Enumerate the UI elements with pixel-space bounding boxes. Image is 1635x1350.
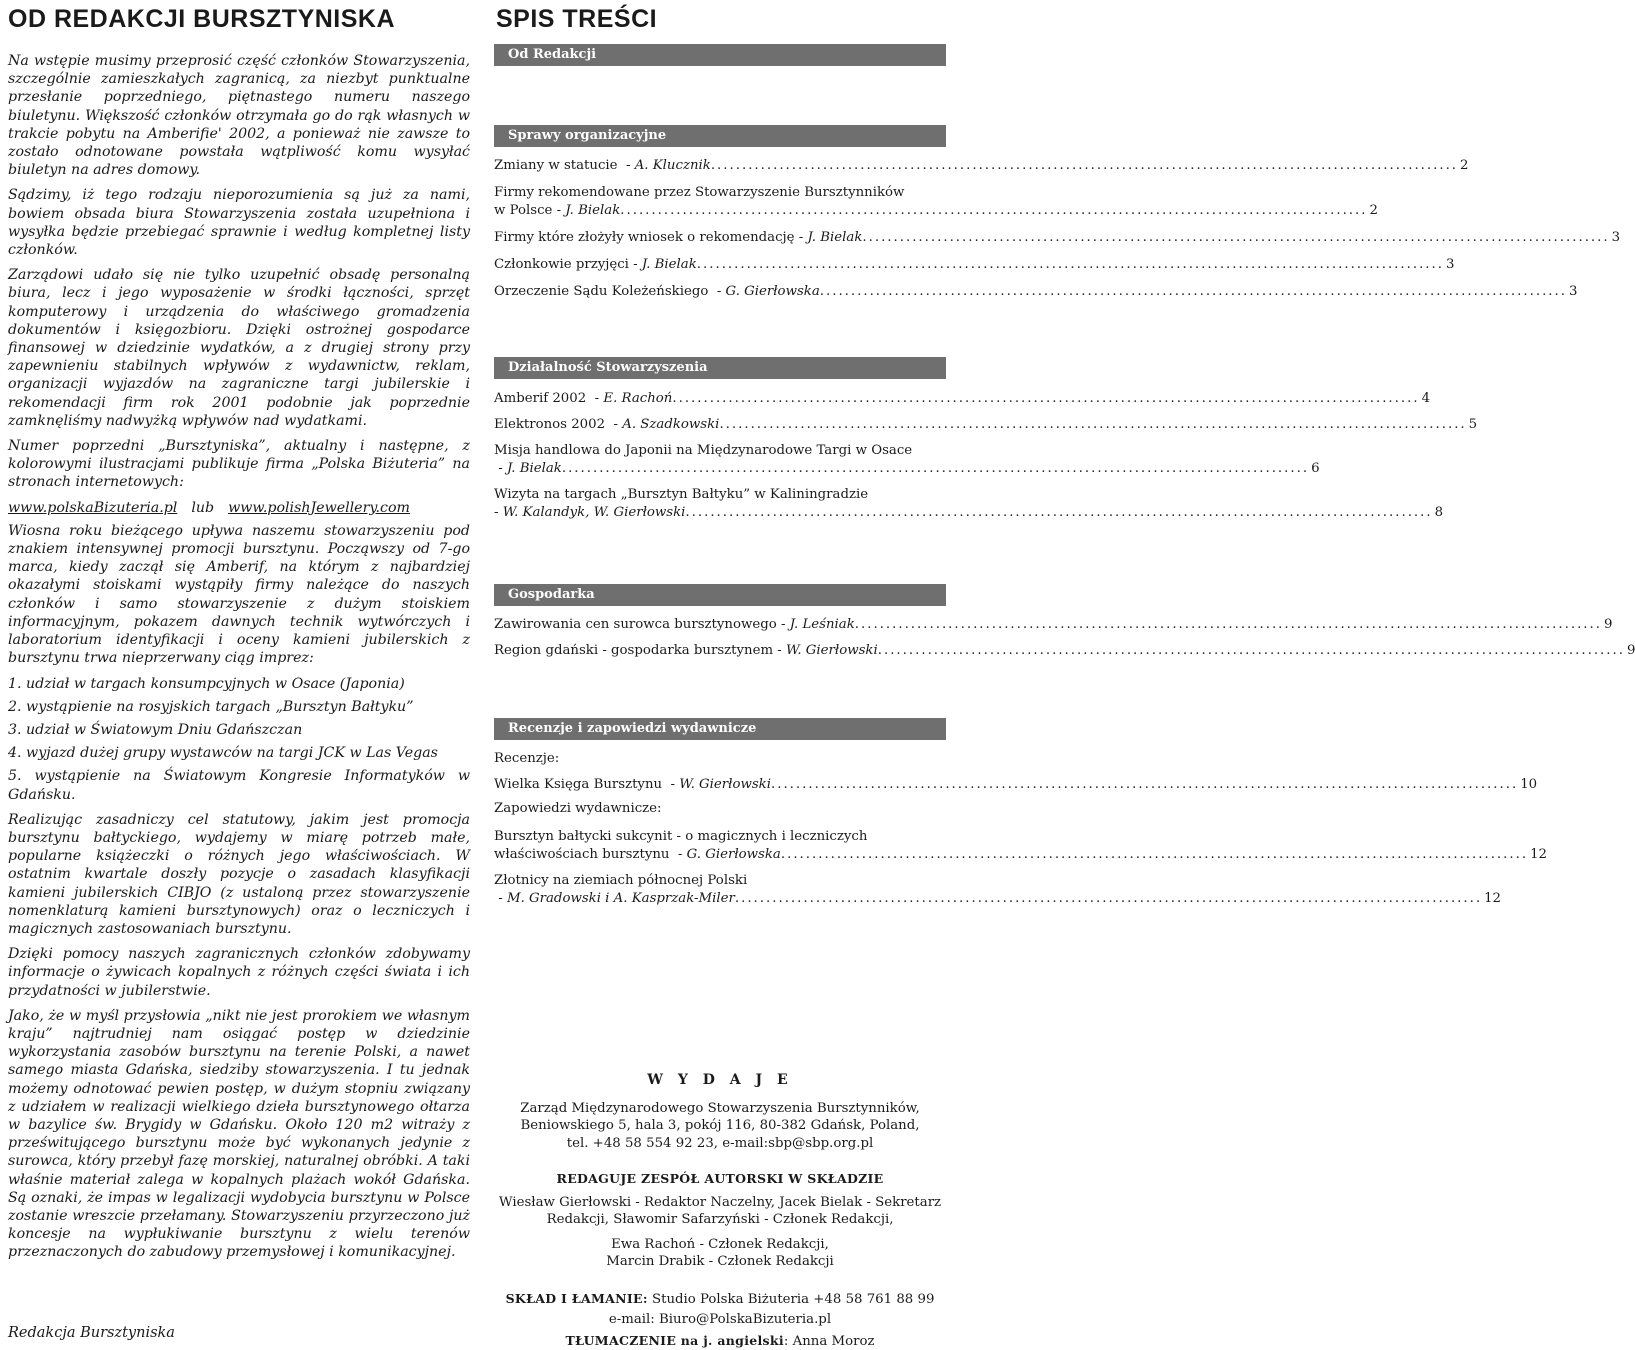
toc-page-number: 12	[1528, 846, 1547, 864]
paragraph: Realizując zasadniczy cel statutowy, jakim jest promocja bursztynu bałtyckiego, wydajemy w miarę potrzeb małe, popularne książeczki o różnych jego właściwościach. W ostatnim kwartale doszły pozycje o zasadach klasyfikacji kamieni jubilerskich CIBJO (z ustaloną przez stowarzyszenie nomenklaturą kamieni bursztynowych) oraz o leczniczych i magicznych zastosowaniach bursztynu.	[8, 811, 470, 938]
paragraph: Wiosna roku bieżącego upływa naszemu stowarzyszeniu pod znakiem intensywnej promocji bursztynu. Począwszy od 7-go marca, kiedy zaczął się Amberif, na którym z najbardziej okazałymi stoiskami wystąpiły firmy należące do naszych członków i samo stowarzyszenie z dużym stoiskiem informacyjnym, pokazem dawnych technik wytwórczych i laboratorium identyfikacji i oceny kamieni jubilerskich z bursztynu trwa nieprzerwany ciąg imprez:	[8, 522, 470, 668]
toc-entry-author: G. Gierłowska	[726, 284, 820, 299]
dot-leader: ........................................................................................................................	[719, 416, 1466, 434]
paragraph: Numer poprzedni „Bursztyniska”, aktualny i następne, z kolorowymi ilustracjami publikuje firma „Polska Biżuteria” na stronach internetowych:	[8, 437, 470, 492]
toc-heading: SPIS TREŚCI	[496, 5, 657, 34]
toc-entry-title: Bursztyn bałtycki sukcynit - o magicznych i leczniczych	[494, 828, 946, 846]
toc-entry-author: J. Leśniak	[790, 617, 855, 632]
toc-entry-title: Wizyta na targach „Bursztyn Bałtyku” w Kaliningradzie	[494, 486, 946, 504]
toc-entry-title: Złotnicy na ziemiach północnej Polski	[494, 872, 946, 890]
event-list-item: 1. udział w targach konsumpcyjnych w Osace (Japonia)	[8, 675, 470, 693]
website-links	[8, 499, 470, 517]
event-list-item: 4. wyjazd dużej grupy wystawców na targi JCK w Las Vegas	[8, 744, 470, 762]
dot-leader: ........................................................................................................................	[820, 283, 1567, 301]
publisher-address: Beniowskiego 5, hala 3, pokój 116, 80-382 Gdańsk, Poland,	[494, 1117, 946, 1135]
toc-entry[interactable]	[494, 184, 946, 220]
toc-page-number: 6	[1309, 460, 1319, 478]
toc-entry-title: Firmy rekomendowane przez Stowarzyszenie Bursztynników	[494, 184, 946, 202]
toc-section	[494, 125, 946, 301]
toc-entry-title: -	[494, 461, 507, 476]
toc-entry[interactable]	[494, 642, 946, 660]
toc-entry-title: Wielka Księga Bursztynu -	[494, 777, 679, 792]
toc-entry-author: J. Bielak	[565, 203, 620, 218]
dtp-label: SKŁAD I ŁAMANIE:	[506, 1291, 648, 1306]
toc-page-number: 2	[1367, 202, 1377, 220]
toc-entry[interactable]	[494, 416, 946, 434]
toc-entry-author: M. Gradowski i A. Kasprzak-Miler	[507, 891, 735, 906]
toc-page-number: 2	[1458, 157, 1468, 175]
toc-section	[494, 718, 946, 908]
event-list-item: 2. wystąpienie na rosyjskich targach „Bursztyn Bałtyku”	[8, 698, 470, 716]
team-heading: REDAGUJE ZESPÓŁ AUTORSKI W SKŁADZIE	[494, 1170, 946, 1188]
section-header: Recenzje i zapowiedzi wydawnicze	[494, 718, 946, 740]
toc-entry[interactable]	[494, 157, 946, 175]
dot-leader: ........................................................................................................................	[862, 229, 1609, 247]
translation-value: : Anna Moroz	[784, 1334, 875, 1349]
toc-entry-author: A. Szadkowski	[622, 417, 719, 432]
toc-entry-author: G. Gierłowska	[687, 847, 781, 862]
toc-entry-author: W. Gierłowski	[786, 643, 878, 658]
dot-leader: ........................................................................................................................	[735, 890, 1482, 908]
toc-subheading: Zapowiedzi wydawnicze:	[494, 800, 946, 818]
signature: Redakcja Bursztyniska	[8, 1325, 175, 1341]
toc-page-number: 3	[1567, 283, 1577, 301]
toc-entry[interactable]	[494, 828, 946, 864]
team-members: Marcin Drabik - Członek Redakcji	[494, 1253, 946, 1271]
polska-bizuteria-link[interactable]: www.polskaBizuteria.pl	[8, 500, 177, 516]
toc-section	[494, 357, 946, 522]
dot-leader: ........................................................................................................................	[771, 776, 1518, 794]
paragraph: Sądzimy, iż tego rodzaju nieporozumienia są już za nami, bowiem obsada biura Stowarzyszenia została uzupełniona i wysyłka będzie przebiegać sprawnie i według kompletnej listy członków.	[8, 186, 470, 259]
toc-page-number: 3	[1610, 229, 1620, 247]
toc-entry[interactable]	[494, 390, 946, 408]
toc-entry-title: Region gdański - gospodarka bursztynem -	[494, 643, 786, 658]
dot-leader: ........................................................................................................................	[685, 504, 1432, 522]
toc-entry[interactable]	[494, 256, 946, 274]
toc-entry-author: E. Rachoń	[603, 391, 672, 406]
paragraph: Jako, że w myśl przysłowia „nikt nie jest prorokiem we własnym kraju” najtrudniej nam osiągać postęp w dziedzinie wykorzystania zasobów bursztynu na terenie Polski, a nawet samego miasta Gdańska, siedziby stowarzyszenia. I tu jednak możemy odnotować pewien postęp, w dużym stopniu związany z udziałem w realizacji wielkiego dzieła bursztynowego ołtarza w bazylice św. Brygidy w Gdańsku. Około 120 m2 witraży z prześwitującego bursztynu może być wykonanych jedynie z surowca, który przebył fazę morskiej, naturalnej obróbki. A taki właśnie materiał zalega w kopalnych plażach wokół Gdańska. Są oznaki, że impas w legalizacji wydobycia bursztynu w Polsce zostanie wreszcie przełamany. Stowarzyszeniu przyrzeczono już koncesje na wypłukiwanie bursztynu z wielu terenów przeznaczonych do zabudowy przemysłowej i komunikacyjnej.	[8, 1007, 470, 1262]
publisher-heading: W Y D A J E	[494, 1072, 946, 1090]
toc-entry-title: Amberif 2002 -	[494, 391, 603, 406]
toc-page-number: 9	[1602, 616, 1612, 634]
paragraph: Zarządowi udało się nie tylko uzupełnić obsadę personalną biura, lecz i jego wyposażenie w środki łączności, sprzęt komputerowy i urządzenia do właściwego gromadzenia dokumentów i księgozbioru. Dzięki ostrożnej gospodarce finansowej w dziedzinie wydatków, a z drugiej strony przy zapewnieniu stabilnych wpływów z wydawnictw, reklam, organizacji wyjazdów na zagraniczne targi jubilerskie i rekomendacji firm rok 2001 podobnie jak poprzednie zamknęliśmy nadwyżką wpływów nad wydatkami.	[8, 266, 470, 430]
team-members: Ewa Rachoń - Członek Redakcji,	[494, 1236, 946, 1254]
toc-entry-title: -	[494, 891, 507, 906]
publisher-info	[494, 1072, 946, 1350]
event-list-item: 3. udział w Światowym Dniu Gdańszczan	[8, 721, 470, 739]
toc-entry[interactable]	[494, 486, 946, 522]
toc-section	[494, 584, 946, 660]
translation-label: TŁUMACZENIE na j. angielski	[566, 1333, 784, 1348]
toc-entry[interactable]	[494, 776, 946, 794]
toc-page-number: 12	[1482, 890, 1501, 908]
dot-leader: ........................................................................................................................	[711, 157, 1458, 175]
links-separator: lub	[191, 500, 214, 516]
toc-entry[interactable]	[494, 229, 946, 247]
toc-entry-title: Zmiany w statucie -	[494, 158, 635, 173]
publisher-org: Zarząd Międzynarodowego Stowarzyszenia Bursztynników,	[494, 1100, 946, 1118]
team-members: Wiesław Gierłowski - Redaktor Naczelny, Jacek Bielak - Sekretarz Redakcji, Sławomir Safarzyński - Członek Redakcji,	[494, 1194, 946, 1229]
toc-page-number: 10	[1518, 776, 1537, 794]
toc-entry-title: Zawirowania cen surowca bursztynowego -	[494, 617, 790, 632]
toc-entry-title: właściwościach bursztynu -	[494, 847, 687, 862]
dtp-value: Studio Polska Biżuteria +48 58 761 88 99	[648, 1292, 935, 1307]
section-header: Sprawy organizacyjne	[494, 125, 946, 147]
dot-leader: ........................................................................................................................	[562, 460, 1309, 478]
toc-page-number: 5	[1467, 416, 1477, 434]
toc-entry-author: A. Klucznik	[635, 158, 711, 173]
section-header: Działalność Stowarzyszenia	[494, 357, 946, 379]
polish-jewellery-link[interactable]: www.polishJewellery.com	[228, 500, 410, 516]
toc-page-number: 9	[1625, 642, 1635, 660]
paragraph: Na wstępie musimy przeprosić część członków Stowarzyszenia, szczególnie zamieszkałych zagranicą, za niezbyt punktualne przesłanie poprzedniego, piętnastego numeru naszego biuletynu. Większość członków otrzymała go do rąk własnych w trakcie pobytu na Amberifie' 2002, a ponieważ nie zawsze to zostało odnotowane powstała wątpliwość komu wysyłać biuletyn na adres domowy.	[8, 52, 470, 179]
dot-leader: ........................................................................................................................	[878, 642, 1625, 660]
paragraph: Dzięki pomocy naszych zagranicznych członków zdobywamy informacje o żywicach kopalnych z różnych części świata i ich przydatności w jubilerstwie.	[8, 945, 470, 1000]
toc-entry-title: Orzeczenie Sądu Koleżeńskiego -	[494, 284, 726, 299]
toc-entry-title: Elektronos 2002 -	[494, 417, 622, 432]
toc-entry[interactable]	[494, 442, 946, 478]
toc-entry-title: Członkowie przyjęci -	[494, 257, 642, 272]
contact-email: e-mail: Biuro@PolskaBizuteria.pl	[494, 1311, 946, 1329]
section-header: Gospodarka	[494, 584, 946, 606]
toc-entry-author: W. Kalandyk, W. Gierłowski	[503, 505, 686, 520]
toc-entry-author: W. Gierłowski	[679, 777, 771, 792]
translation-credit	[494, 1332, 946, 1350]
toc-entry[interactable]	[494, 872, 946, 908]
toc-entry[interactable]	[494, 616, 946, 634]
toc-page-number: 8	[1433, 504, 1443, 522]
event-list-item: 5. wystąpienie na Światowym Kongresie Informatyków w Gdańsku.	[8, 767, 470, 803]
toc-entry-title: Misja handlowa do Japonii na Międzynarodowe Targi w Osace	[494, 442, 946, 460]
toc-page-number: 4	[1420, 390, 1430, 408]
toc-entry-title: w Polsce -	[494, 203, 565, 218]
toc-entry-author: J. Bielak	[642, 257, 697, 272]
publisher-contact: tel. +48 58 554 92 23, e-mail:sbp@sbp.org.pl	[494, 1135, 946, 1153]
dot-leader: ........................................................................................................................	[781, 846, 1528, 864]
dtp-credit	[494, 1290, 946, 1309]
editorial-body	[8, 52, 470, 1269]
toc-entry[interactable]	[494, 283, 946, 301]
toc-entry-title: -	[494, 505, 503, 520]
toc-subheading: Recenzje:	[494, 750, 946, 768]
toc-section	[494, 44, 946, 66]
section-header: Od Redakcji	[494, 44, 946, 66]
toc-entry-title: Firmy które złożyły wniosek o rekomendację -	[494, 230, 808, 245]
toc-entry-author: J. Bielak	[808, 230, 863, 245]
dot-leader: ........................................................................................................................	[697, 256, 1444, 274]
toc-entry-author: J. Bielak	[507, 461, 562, 476]
toc-page-number: 3	[1444, 256, 1454, 274]
dot-leader: ........................................................................................................................	[620, 202, 1367, 220]
dot-leader: ........................................................................................................................	[672, 390, 1419, 408]
dot-leader: ........................................................................................................................	[855, 616, 1602, 634]
editorial-heading: OD REDAKCJI BURSZTYNISKA	[8, 5, 395, 34]
